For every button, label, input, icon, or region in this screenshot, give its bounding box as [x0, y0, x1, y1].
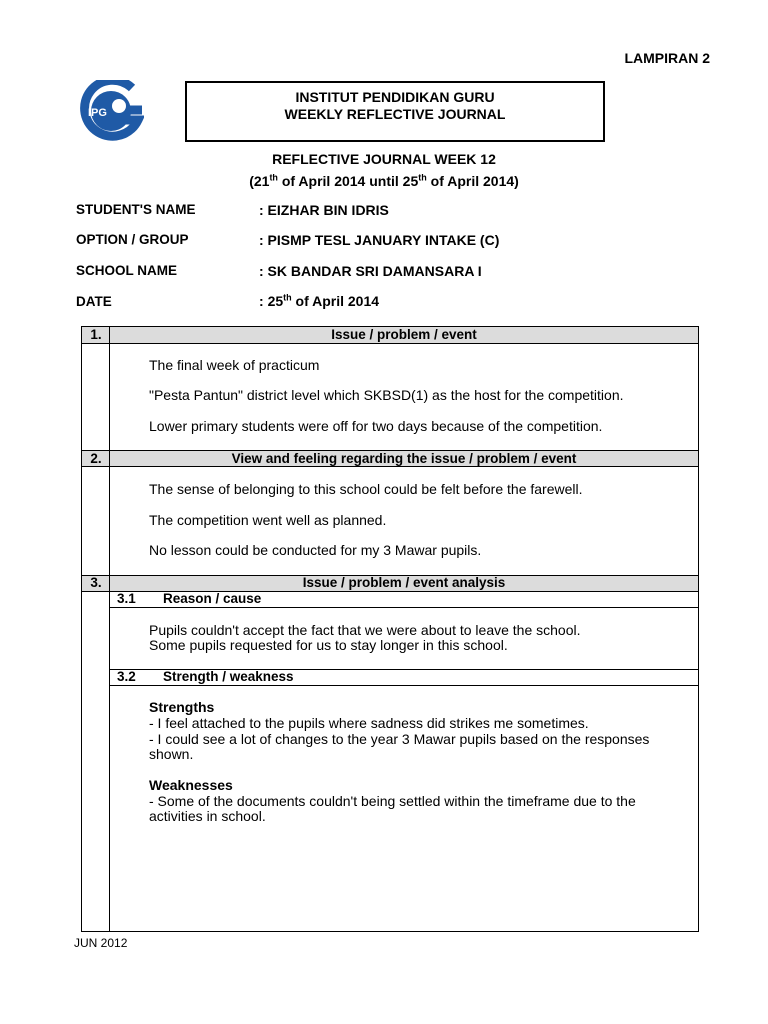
section-2-title: View and feeling regarding the issue / problem / event	[231, 451, 577, 466]
student-name-label: STUDENT'S NAME	[76, 202, 196, 217]
weaknesses-heading: Weaknesses	[149, 777, 233, 793]
week-title: REFLECTIVE JOURNAL WEEK 12	[272, 151, 496, 167]
school-name-value: : SK BANDAR SRI DAMANSARA I	[259, 263, 482, 279]
section-2-line: No lesson could be conducted for my 3 Mawar pupils.	[149, 542, 482, 558]
date-value: : 25th of April 2014	[259, 292, 380, 309]
section-2-line: The sense of belonging to this school could be felt before the farewell.	[149, 481, 583, 497]
section-2-line: The competition went well as planned.	[149, 512, 387, 528]
section-2-number: 2.	[90, 451, 102, 466]
divider	[82, 466, 698, 467]
weakness-line: activities in school.	[149, 808, 266, 824]
divider	[109, 607, 698, 608]
reason-line: Pupils couldn't accept the fact that we were about to leave the school.	[149, 622, 581, 638]
section-1-number: 1.	[90, 327, 102, 342]
journal-title-box	[185, 81, 605, 142]
option-group-label: OPTION / GROUP	[76, 232, 189, 247]
divider	[82, 343, 698, 344]
subsection-3-1-title: Reason / cause	[163, 591, 262, 606]
section-3-number: 3.	[90, 575, 102, 590]
journal-table	[81, 326, 699, 932]
strengths-heading: Strengths	[149, 699, 215, 715]
logo-text: IPG	[88, 107, 107, 119]
subsection-3-1-number: 3.1	[117, 591, 136, 606]
weakness-line: - Some of the documents couldn't being settled within the timeframe due to the	[149, 793, 636, 809]
week-date-range: (21th of April 2014 until 25th of April 2014)	[249, 172, 519, 189]
ipg-logo	[80, 80, 144, 142]
school-name-label: SCHOOL NAME	[76, 263, 178, 278]
footer-date: JUN 2012	[74, 936, 128, 950]
option-group-value: : PISMP TESL JANUARY INTAKE (C)	[259, 232, 500, 248]
section-3-title: Issue / problem / event analysis	[302, 575, 506, 590]
date-label: DATE	[76, 294, 112, 309]
divider	[109, 685, 698, 686]
strength-line: shown.	[149, 746, 194, 762]
subsection-3-2-title: Strength / weakness	[163, 669, 294, 684]
section-1-line: "Pesta Pantun" district level which SKBSD(1) as the host for the competition.	[149, 387, 624, 403]
institute-title: INSTITUT PENDIDIKAN GURU	[295, 89, 495, 105]
strength-line: - I could see a lot of changes to the year 3 Mawar pupils based on the responses	[149, 731, 650, 747]
number-column-divider	[109, 327, 110, 931]
section-1-line: The final week of practicum	[149, 357, 320, 373]
section-1-title: Issue / problem / event	[331, 327, 477, 342]
journal-title: WEEKLY REFLECTIVE JOURNAL	[284, 106, 506, 122]
reason-line: Some pupils requested for us to stay longer in this school.	[149, 637, 508, 653]
strength-line: - I feel attached to the pupils where sadness did strikes me sometimes.	[149, 715, 589, 731]
subsection-3-2-number: 3.2	[117, 669, 136, 684]
week-heading	[0, 148, 768, 192]
student-name-value: : EIZHAR BIN IDRIS	[259, 202, 389, 218]
section-1-line: Lower primary students were off for two days because of the competition.	[149, 418, 603, 434]
lampiran-label: LAMPIRAN 2	[624, 50, 710, 66]
